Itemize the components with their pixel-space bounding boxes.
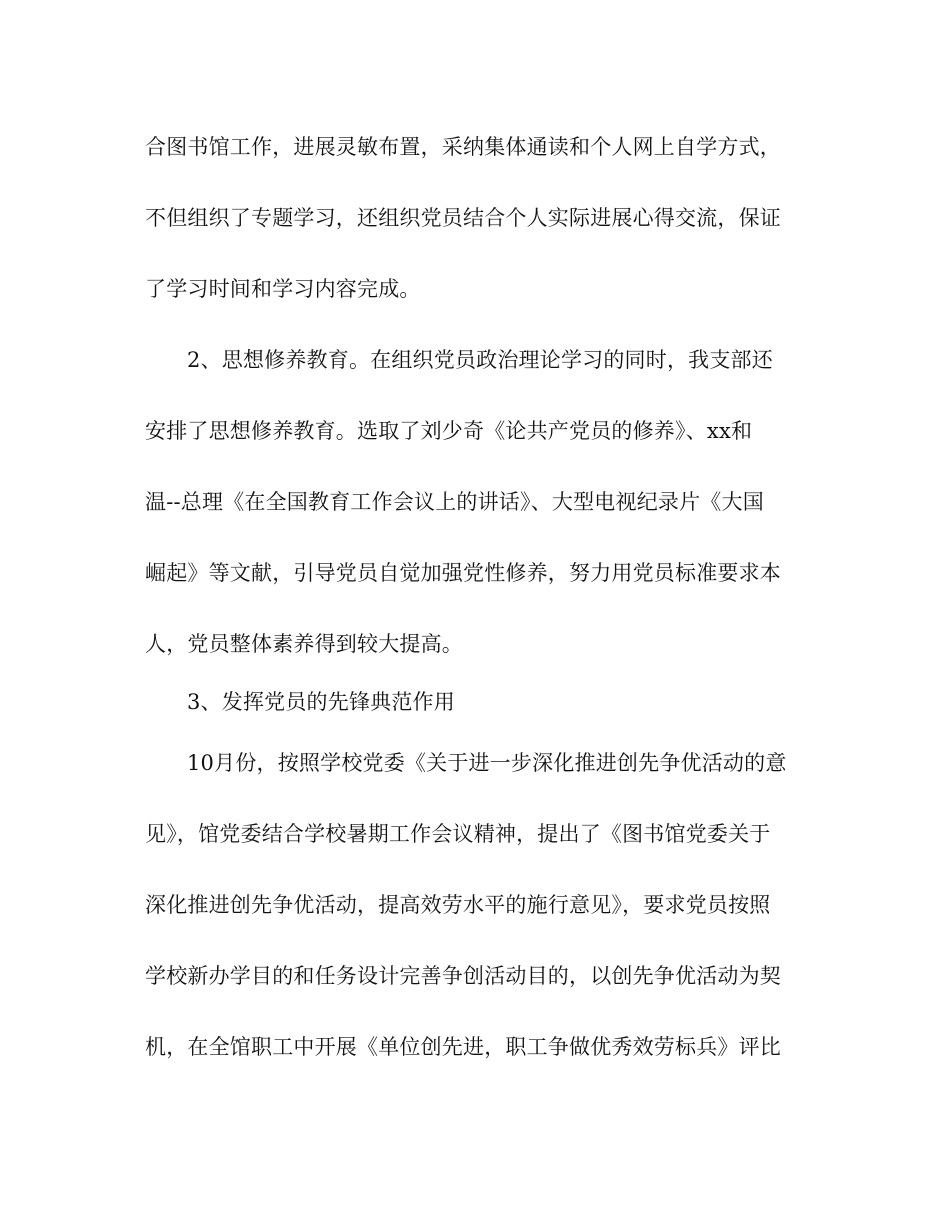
- text-line: 深化推进创先争优活动，提高效劳水平的施行意见》，要求党员按照: [145, 893, 771, 917]
- section-heading-line: 3、发挥党员的先锋典范作用: [187, 690, 455, 714]
- text-line: 安排了思想修养教育。选取了刘少奇《论共产党员的修养》、xx和: [145, 419, 753, 443]
- paragraph-start-line: 10月份，按照学校党委《关于进一步深化推进创先争优活动的意: [187, 751, 787, 775]
- text-line: 见》，馆党委结合学校暑期工作会议精神，提出了《图书馆党委关于: [145, 822, 771, 846]
- text-line: 机，在全馆职工中开展《单位创先进，职工争做优秀效劳标兵》评比: [145, 1035, 781, 1059]
- text-line: 温--总理《在全国教育工作会议上的讲话》、大型电视纪录片《大国: [145, 490, 764, 514]
- text-line: 不但组织了专题学习，还组织党员结合个人实际进展心得交流，保证: [145, 206, 781, 230]
- text-line: 人，党员整体素养得到较大提高。: [145, 632, 463, 656]
- text-line: 合图书馆工作，进展灵敏布置，采纳集体通读和个人网上自学方式，: [145, 135, 781, 159]
- text-line: 了学习时间和学习内容完成。: [145, 277, 421, 301]
- text-line: 学校新办学目的和任务设计完善争创活动目的，以创先争优活动为契: [145, 964, 781, 988]
- text-line: 崛起》等文献，引导党员自觉加强党性修养，努力用党员标准要求本: [145, 561, 781, 585]
- paragraph-heading-line: 2、思想修养教育。在组织党员政治理论学习的同时，我支部还: [187, 348, 773, 372]
